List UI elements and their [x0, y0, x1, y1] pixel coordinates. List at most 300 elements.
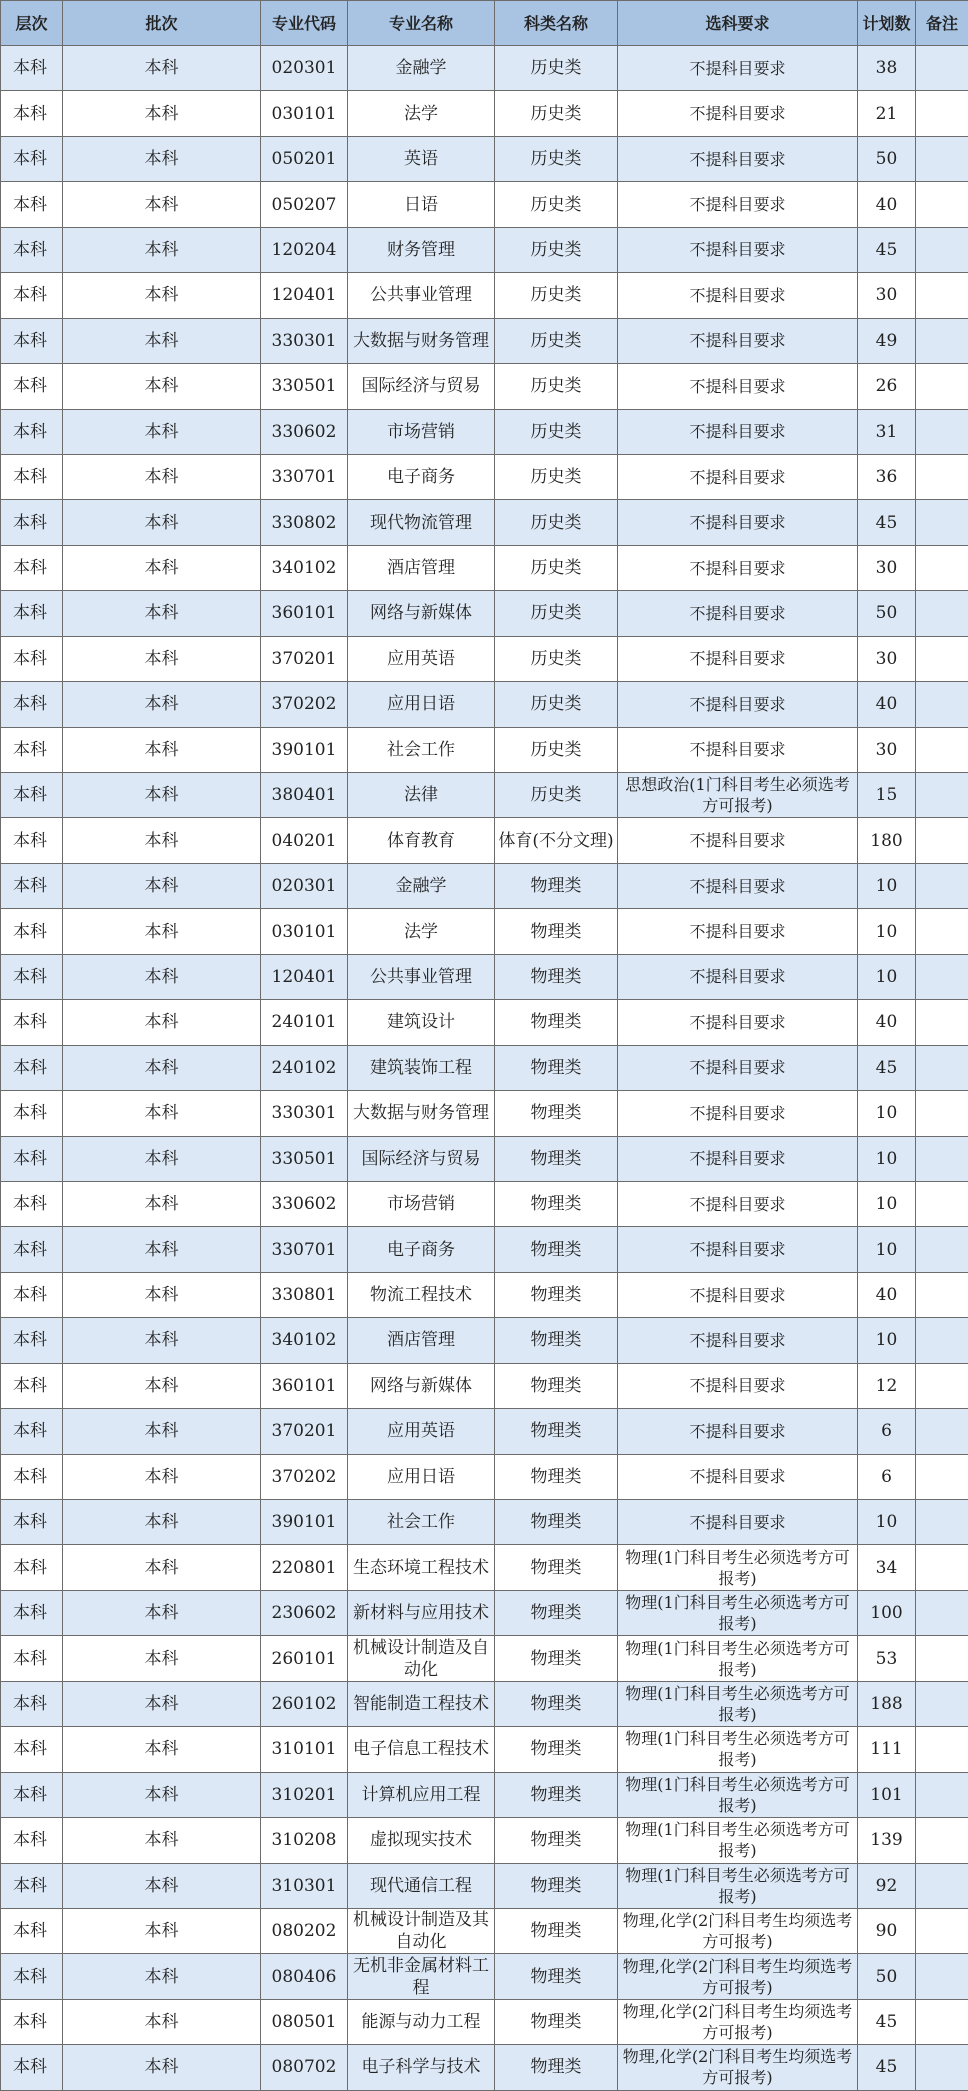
- cell-major-name: 酒店管理: [348, 545, 495, 590]
- cell-category: 历史类: [495, 46, 618, 91]
- cell-major-name: 市场营销: [348, 1181, 495, 1226]
- table-row: [1, 273, 968, 318]
- table-row: [1, 909, 968, 954]
- cell-level: 本科: [1, 136, 63, 181]
- cell-major-code: 120401: [261, 954, 348, 999]
- cell-note: [916, 1590, 968, 1635]
- cell-major-name: 日语: [348, 182, 495, 227]
- cell-note: [916, 91, 968, 136]
- cell-note: [916, 273, 968, 318]
- cell-category: 物理类: [495, 863, 618, 908]
- cell-plan-count: 36: [858, 454, 916, 499]
- cell-batch: 本科: [63, 227, 261, 272]
- cell-level: 本科: [1, 863, 63, 908]
- cell-plan-count: 30: [858, 727, 916, 772]
- cell-plan-count: 139: [858, 1818, 916, 1863]
- table-row: [1, 227, 968, 272]
- table-row: [1, 1727, 968, 1772]
- cell-batch: 本科: [63, 1999, 261, 2044]
- cell-major-code: 040201: [261, 818, 348, 863]
- cell-subject-requirement: 不提科目要求: [618, 1363, 858, 1408]
- cell-batch: 本科: [63, 1818, 261, 1863]
- cell-category: 物理类: [495, 1681, 618, 1726]
- cell-note: [916, 182, 968, 227]
- cell-note: [916, 1818, 968, 1863]
- cell-major-code: 220801: [261, 1545, 348, 1590]
- cell-major-name: 金融学: [348, 863, 495, 908]
- cell-subject-requirement: 不提科目要求: [618, 91, 858, 136]
- cell-plan-count: 15: [858, 773, 916, 818]
- cell-note: [916, 1318, 968, 1363]
- cell-major-code: 330602: [261, 1181, 348, 1226]
- cell-batch: 本科: [63, 591, 261, 636]
- cell-subject-requirement: 物理(1门科目考生必须选考方可报考): [618, 1545, 858, 1590]
- cell-level: 本科: [1, 454, 63, 499]
- table-row: [1, 1181, 968, 1226]
- cell-category: 物理类: [495, 1000, 618, 1045]
- cell-major-name: 社会工作: [348, 1500, 495, 1545]
- cell-level: 本科: [1, 591, 63, 636]
- cell-major-code: 340102: [261, 545, 348, 590]
- cell-note: [916, 1863, 968, 1908]
- cell-level: 本科: [1, 1045, 63, 1090]
- cell-major-code: 370202: [261, 1454, 348, 1499]
- cell-category: 物理类: [495, 1636, 618, 1681]
- cell-note: [916, 1000, 968, 1045]
- cell-subject-requirement: 不提科目要求: [618, 1409, 858, 1454]
- cell-note: [916, 1500, 968, 1545]
- cell-plan-count: 26: [858, 364, 916, 409]
- cell-plan-count: 100: [858, 1590, 916, 1635]
- cell-major-name: 现代物流管理: [348, 500, 495, 545]
- cell-plan-count: 6: [858, 1409, 916, 1454]
- cell-subject-requirement: 不提科目要求: [618, 636, 858, 681]
- cell-level: 本科: [1, 1318, 63, 1363]
- cell-note: [916, 1454, 968, 1499]
- cell-subject-requirement: 不提科目要求: [618, 1500, 858, 1545]
- cell-note: [916, 1545, 968, 1590]
- cell-major-code: 360101: [261, 1363, 348, 1408]
- cell-note: [916, 1181, 968, 1226]
- cell-plan-count: 10: [858, 954, 916, 999]
- cell-subject-requirement: 不提科目要求: [618, 1000, 858, 1045]
- cell-batch: 本科: [63, 1636, 261, 1681]
- cell-subject-requirement: 不提科目要求: [618, 227, 858, 272]
- cell-note: [916, 863, 968, 908]
- cell-level: 本科: [1, 227, 63, 272]
- cell-category: 物理类: [495, 1318, 618, 1363]
- cell-major-name: 应用日语: [348, 682, 495, 727]
- cell-level: 本科: [1, 909, 63, 954]
- cell-plan-count: 10: [858, 909, 916, 954]
- cell-plan-count: 10: [858, 1227, 916, 1272]
- cell-batch: 本科: [63, 1045, 261, 1090]
- cell-major-code: 330602: [261, 409, 348, 454]
- table-row: [1, 1227, 968, 1272]
- cell-plan-count: 10: [858, 863, 916, 908]
- cell-plan-count: 10: [858, 1181, 916, 1226]
- table-row: [1, 1272, 968, 1317]
- cell-plan-count: 30: [858, 636, 916, 681]
- table-row: [1, 91, 968, 136]
- table-header: [1, 1, 968, 46]
- header-note: 备注: [916, 1, 968, 46]
- table-row: [1, 1999, 968, 2044]
- table-row: [1, 2045, 968, 2090]
- cell-batch: 本科: [63, 1318, 261, 1363]
- cell-level: 本科: [1, 1454, 63, 1499]
- header-level: 层次: [1, 1, 63, 46]
- cell-major-code: 080202: [261, 1908, 348, 1953]
- cell-major-name: 建筑装饰工程: [348, 1045, 495, 1090]
- header-batch: 批次: [63, 1, 261, 46]
- table-row: [1, 1500, 968, 1545]
- cell-batch: 本科: [63, 818, 261, 863]
- cell-subject-requirement: 物理,化学(2门科目考生均须选考方可报考): [618, 1999, 858, 2044]
- cell-category: 物理类: [495, 1772, 618, 1817]
- cell-plan-count: 30: [858, 273, 916, 318]
- cell-major-name: 机械设计制造及自动化: [348, 1636, 495, 1681]
- cell-major-name: 物流工程技术: [348, 1272, 495, 1317]
- cell-major-name: 法学: [348, 91, 495, 136]
- cell-batch: 本科: [63, 1863, 261, 1908]
- cell-batch: 本科: [63, 636, 261, 681]
- cell-plan-count: 12: [858, 1363, 916, 1408]
- cell-batch: 本科: [63, 1136, 261, 1181]
- cell-plan-count: 6: [858, 1454, 916, 1499]
- table-row: [1, 364, 968, 409]
- cell-major-code: 330802: [261, 500, 348, 545]
- cell-note: [916, 545, 968, 590]
- cell-level: 本科: [1, 1863, 63, 1908]
- cell-level: 本科: [1, 1091, 63, 1136]
- cell-level: 本科: [1, 1681, 63, 1726]
- cell-batch: 本科: [63, 91, 261, 136]
- cell-subject-requirement: 不提科目要求: [618, 1136, 858, 1181]
- cell-plan-count: 45: [858, 1045, 916, 1090]
- cell-major-name: 财务管理: [348, 227, 495, 272]
- table-row: [1, 1908, 968, 1953]
- cell-subject-requirement: 物理,化学(2门科目考生均须选考方可报考): [618, 1908, 858, 1953]
- cell-level: 本科: [1, 1409, 63, 1454]
- cell-category: 物理类: [495, 1999, 618, 2044]
- cell-note: [916, 1636, 968, 1681]
- cell-subject-requirement: 不提科目要求: [618, 1318, 858, 1363]
- cell-level: 本科: [1, 636, 63, 681]
- cell-subject-requirement: 不提科目要求: [618, 1091, 858, 1136]
- cell-category: 物理类: [495, 1181, 618, 1226]
- cell-major-name: 网络与新媒体: [348, 1363, 495, 1408]
- cell-plan-count: 90: [858, 1908, 916, 1953]
- cell-category: 物理类: [495, 1363, 618, 1408]
- cell-batch: 本科: [63, 1500, 261, 1545]
- cell-major-code: 390101: [261, 1500, 348, 1545]
- cell-category: 历史类: [495, 182, 618, 227]
- cell-category: 历史类: [495, 318, 618, 363]
- cell-plan-count: 21: [858, 91, 916, 136]
- table-row: [1, 1590, 968, 1635]
- cell-subject-requirement: 不提科目要求: [618, 909, 858, 954]
- cell-batch: 本科: [63, 1590, 261, 1635]
- table-row: [1, 1363, 968, 1408]
- table-row: [1, 46, 968, 91]
- cell-note: [916, 1045, 968, 1090]
- header-major-name: 专业名称: [348, 1, 495, 46]
- cell-major-code: 390101: [261, 727, 348, 772]
- cell-note: [916, 409, 968, 454]
- cell-category: 物理类: [495, 1590, 618, 1635]
- cell-note: [916, 1091, 968, 1136]
- cell-level: 本科: [1, 682, 63, 727]
- cell-category: 历史类: [495, 545, 618, 590]
- cell-category: 历史类: [495, 364, 618, 409]
- cell-note: [916, 1908, 968, 1953]
- cell-subject-requirement: 物理(1门科目考生必须选考方可报考): [618, 1681, 858, 1726]
- cell-batch: 本科: [63, 136, 261, 181]
- cell-batch: 本科: [63, 2045, 261, 2090]
- cell-major-name: 公共事业管理: [348, 954, 495, 999]
- cell-major-name: 生态环境工程技术: [348, 1545, 495, 1590]
- cell-subject-requirement: 不提科目要求: [618, 1272, 858, 1317]
- cell-major-code: 330501: [261, 364, 348, 409]
- cell-major-code: 310301: [261, 1863, 348, 1908]
- cell-note: [916, 1954, 968, 1999]
- cell-major-name: 能源与动力工程: [348, 1999, 495, 2044]
- cell-subject-requirement: 不提科目要求: [618, 591, 858, 636]
- cell-major-code: 240102: [261, 1045, 348, 1090]
- cell-major-name: 体育教育: [348, 818, 495, 863]
- cell-plan-count: 40: [858, 182, 916, 227]
- cell-major-name: 计算机应用工程: [348, 1772, 495, 1817]
- cell-batch: 本科: [63, 409, 261, 454]
- cell-plan-count: 49: [858, 318, 916, 363]
- cell-batch: 本科: [63, 1272, 261, 1317]
- cell-batch: 本科: [63, 1363, 261, 1408]
- cell-batch: 本科: [63, 909, 261, 954]
- cell-major-code: 330701: [261, 1227, 348, 1272]
- cell-batch: 本科: [63, 1954, 261, 1999]
- cell-batch: 本科: [63, 545, 261, 590]
- cell-major-code: 380401: [261, 773, 348, 818]
- cell-major-code: 310101: [261, 1727, 348, 1772]
- cell-category: 物理类: [495, 909, 618, 954]
- cell-major-name: 应用英语: [348, 1409, 495, 1454]
- table-row: [1, 1863, 968, 1908]
- cell-level: 本科: [1, 773, 63, 818]
- cell-level: 本科: [1, 2045, 63, 2090]
- cell-level: 本科: [1, 1636, 63, 1681]
- cell-category: 历史类: [495, 500, 618, 545]
- cell-major-code: 330701: [261, 454, 348, 499]
- cell-category: 历史类: [495, 136, 618, 181]
- table-row: [1, 1318, 968, 1363]
- cell-plan-count: 40: [858, 682, 916, 727]
- cell-note: [916, 1409, 968, 1454]
- cell-batch: 本科: [63, 954, 261, 999]
- cell-major-code: 370201: [261, 636, 348, 681]
- table-body: [1, 46, 968, 2091]
- cell-note: [916, 500, 968, 545]
- cell-plan-count: 10: [858, 1500, 916, 1545]
- cell-batch: 本科: [63, 1454, 261, 1499]
- cell-plan-count: 40: [858, 1000, 916, 1045]
- cell-batch: 本科: [63, 1181, 261, 1226]
- table-row: [1, 1772, 968, 1817]
- cell-subject-requirement: 不提科目要求: [618, 863, 858, 908]
- cell-plan-count: 38: [858, 46, 916, 91]
- cell-plan-count: 40: [858, 1272, 916, 1317]
- cell-category: 物理类: [495, 1454, 618, 1499]
- cell-batch: 本科: [63, 773, 261, 818]
- cell-note: [916, 1363, 968, 1408]
- cell-plan-count: 53: [858, 1636, 916, 1681]
- cell-subject-requirement: 不提科目要求: [618, 954, 858, 999]
- cell-category: 物理类: [495, 1500, 618, 1545]
- cell-major-code: 020301: [261, 863, 348, 908]
- cell-major-code: 370201: [261, 1409, 348, 1454]
- cell-category: 物理类: [495, 1091, 618, 1136]
- cell-batch: 本科: [63, 500, 261, 545]
- cell-level: 本科: [1, 364, 63, 409]
- cell-major-code: 340102: [261, 1318, 348, 1363]
- cell-category: 物理类: [495, 1045, 618, 1090]
- cell-category: 历史类: [495, 591, 618, 636]
- cell-plan-count: 45: [858, 1999, 916, 2044]
- cell-batch: 本科: [63, 454, 261, 499]
- cell-subject-requirement: 不提科目要求: [618, 409, 858, 454]
- table-row: [1, 818, 968, 863]
- cell-major-name: 大数据与财务管理: [348, 318, 495, 363]
- cell-level: 本科: [1, 1590, 63, 1635]
- cell-major-name: 电子科学与技术: [348, 2045, 495, 2090]
- cell-category: 历史类: [495, 636, 618, 681]
- cell-category: 历史类: [495, 227, 618, 272]
- cell-note: [916, 2045, 968, 2090]
- cell-major-code: 260102: [261, 1681, 348, 1726]
- cell-plan-count: 188: [858, 1681, 916, 1726]
- cell-plan-count: 92: [858, 1863, 916, 1908]
- cell-subject-requirement: 不提科目要求: [618, 318, 858, 363]
- cell-category: 物理类: [495, 1409, 618, 1454]
- cell-major-code: 330301: [261, 1091, 348, 1136]
- cell-subject-requirement: 思想政治(1门科目考生必须选考方可报考): [618, 773, 858, 818]
- cell-level: 本科: [1, 1999, 63, 2044]
- table-row: [1, 1818, 968, 1863]
- cell-category: 历史类: [495, 727, 618, 772]
- cell-note: [916, 1727, 968, 1772]
- cell-major-code: 030101: [261, 91, 348, 136]
- cell-category: 物理类: [495, 1727, 618, 1772]
- cell-note: [916, 1999, 968, 2044]
- cell-level: 本科: [1, 818, 63, 863]
- cell-batch: 本科: [63, 1908, 261, 1953]
- table-row: [1, 636, 968, 681]
- table-row: [1, 500, 968, 545]
- cell-major-code: 310201: [261, 1772, 348, 1817]
- cell-batch: 本科: [63, 727, 261, 772]
- cell-subject-requirement: 物理(1门科目考生必须选考方可报考): [618, 1636, 858, 1681]
- cell-subject-requirement: 不提科目要求: [618, 136, 858, 181]
- cell-subject-requirement: 不提科目要求: [618, 1045, 858, 1090]
- cell-note: [916, 818, 968, 863]
- cell-plan-count: 45: [858, 500, 916, 545]
- cell-major-name: 机械设计制造及其自动化: [348, 1908, 495, 1953]
- cell-major-name: 网络与新媒体: [348, 591, 495, 636]
- table-row: [1, 863, 968, 908]
- cell-subject-requirement: 不提科目要求: [618, 682, 858, 727]
- cell-category: 历史类: [495, 409, 618, 454]
- cell-category: 历史类: [495, 91, 618, 136]
- cell-major-code: 050207: [261, 182, 348, 227]
- cell-subject-requirement: 不提科目要求: [618, 364, 858, 409]
- cell-batch: 本科: [63, 863, 261, 908]
- cell-major-name: 虚拟现实技术: [348, 1818, 495, 1863]
- cell-level: 本科: [1, 954, 63, 999]
- cell-level: 本科: [1, 1272, 63, 1317]
- cell-batch: 本科: [63, 1681, 261, 1726]
- cell-plan-count: 45: [858, 227, 916, 272]
- cell-major-name: 公共事业管理: [348, 273, 495, 318]
- cell-major-name: 电子商务: [348, 454, 495, 499]
- cell-subject-requirement: 物理,化学(2门科目考生均须选考方可报考): [618, 2045, 858, 2090]
- table-row: [1, 591, 968, 636]
- table-row: [1, 1681, 968, 1726]
- cell-major-code: 310208: [261, 1818, 348, 1863]
- cell-batch: 本科: [63, 273, 261, 318]
- cell-note: [916, 318, 968, 363]
- cell-category: 物理类: [495, 1954, 618, 1999]
- cell-subject-requirement: 不提科目要求: [618, 1454, 858, 1499]
- cell-subject-requirement: 不提科目要求: [618, 500, 858, 545]
- cell-category: 物理类: [495, 1272, 618, 1317]
- cell-batch: 本科: [63, 46, 261, 91]
- cell-plan-count: 101: [858, 1772, 916, 1817]
- cell-major-name: 新材料与应用技术: [348, 1590, 495, 1635]
- cell-category: 历史类: [495, 682, 618, 727]
- cell-note: [916, 773, 968, 818]
- cell-major-code: 330301: [261, 318, 348, 363]
- cell-plan-count: 30: [858, 545, 916, 590]
- cell-batch: 本科: [63, 1772, 261, 1817]
- cell-major-name: 法学: [348, 909, 495, 954]
- cell-batch: 本科: [63, 318, 261, 363]
- cell-subject-requirement: 不提科目要求: [618, 454, 858, 499]
- cell-level: 本科: [1, 1227, 63, 1272]
- cell-batch: 本科: [63, 1227, 261, 1272]
- cell-batch: 本科: [63, 1545, 261, 1590]
- cell-level: 本科: [1, 182, 63, 227]
- cell-level: 本科: [1, 1136, 63, 1181]
- cell-note: [916, 227, 968, 272]
- table-row: [1, 1136, 968, 1181]
- table-row: [1, 727, 968, 772]
- table-row: [1, 773, 968, 818]
- table-row: [1, 1636, 968, 1681]
- cell-note: [916, 954, 968, 999]
- table-row: [1, 545, 968, 590]
- cell-subject-requirement: 物理(1门科目考生必须选考方可报考): [618, 1727, 858, 1772]
- cell-note: [916, 909, 968, 954]
- cell-category: 历史类: [495, 273, 618, 318]
- cell-category: 历史类: [495, 454, 618, 499]
- cell-major-name: 现代通信工程: [348, 1863, 495, 1908]
- cell-level: 本科: [1, 91, 63, 136]
- cell-subject-requirement: 不提科目要求: [618, 727, 858, 772]
- cell-note: [916, 1681, 968, 1726]
- cell-major-code: 330801: [261, 1272, 348, 1317]
- header-category: 科类名称: [495, 1, 618, 46]
- cell-major-code: 360101: [261, 591, 348, 636]
